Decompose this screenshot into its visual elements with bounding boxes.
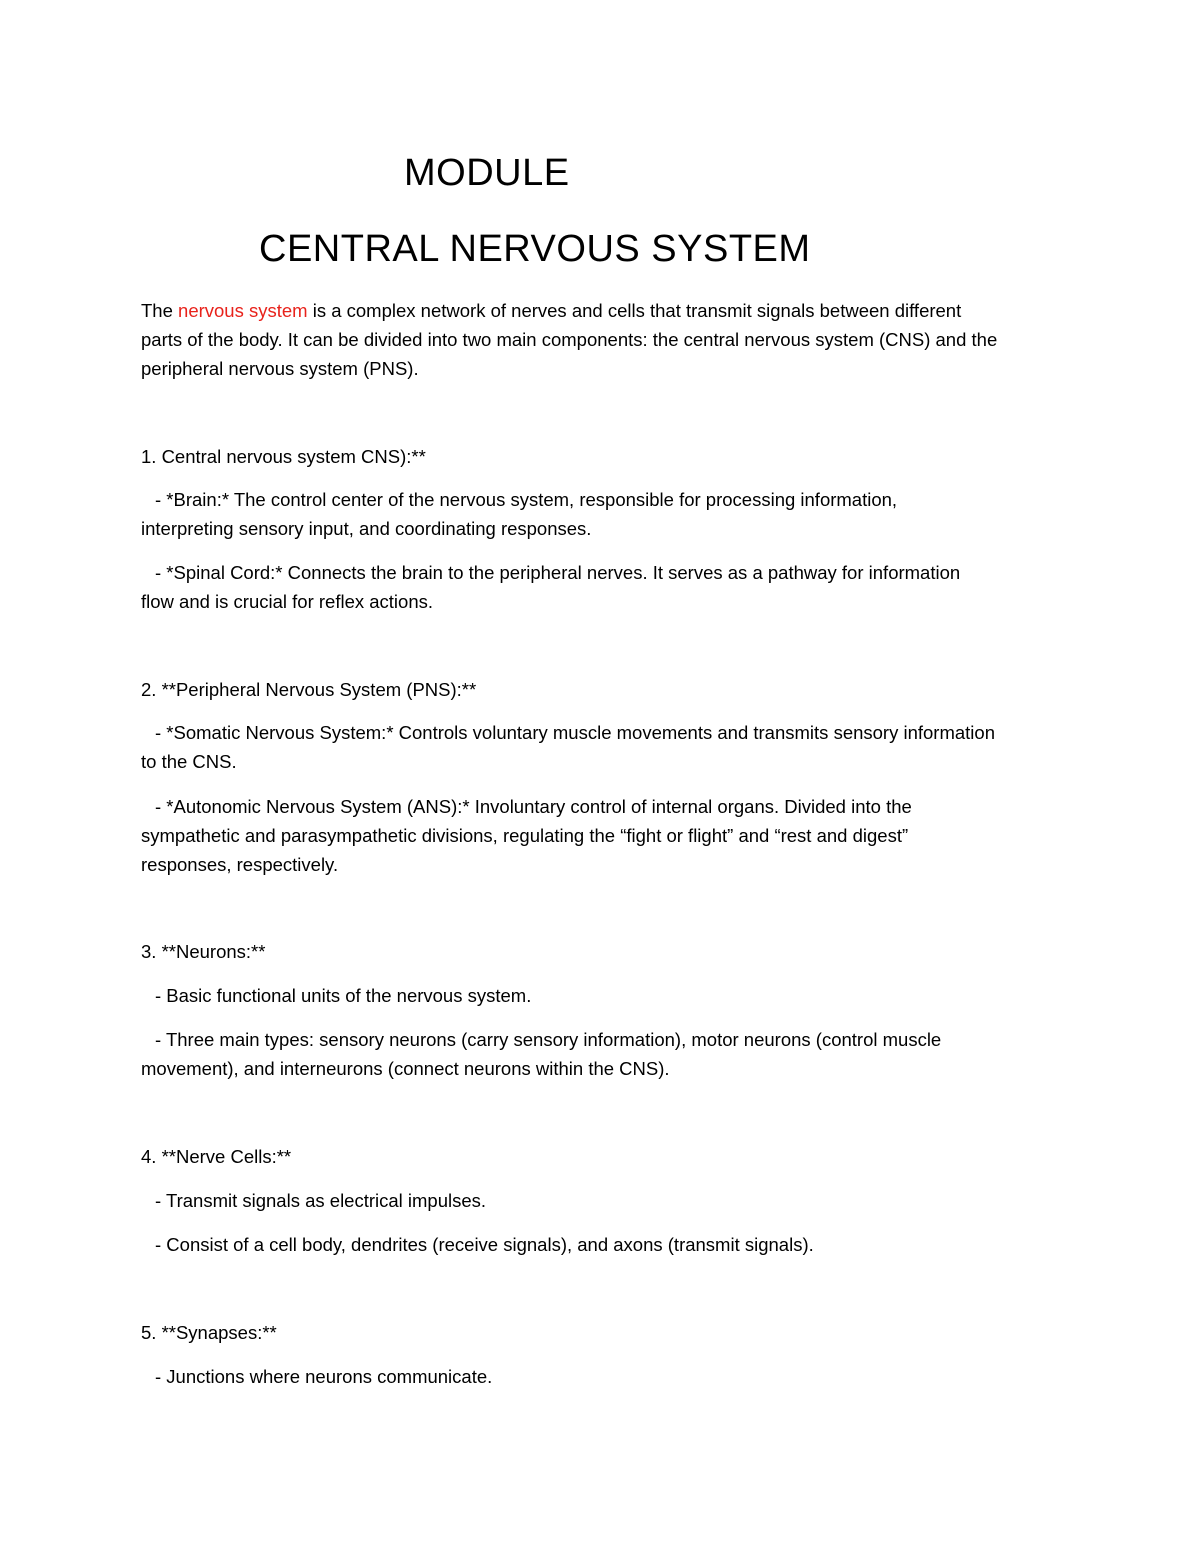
section-heading-pns: 2. **Peripheral Nervous System (PNS):** [141, 679, 477, 700]
intro-highlight-link[interactable]: nervous system [178, 300, 308, 321]
intro-line-2: parts of the body. It can be divided into two main components: the central nervous system (CNS) and the [141, 329, 998, 350]
list-item-synapses-junctions: - Junctions where neurons communicate. [155, 1366, 493, 1387]
section-heading-nerve-cells: 4. **Nerve Cells:** [141, 1146, 292, 1167]
page-title: MODULE [404, 152, 570, 194]
intro-prefix: The [141, 300, 179, 321]
list-item-spinal-cord-line-1: - *Spinal Cord:* Connects the brain to the peripheral nerves. It serves as a pathway for information [155, 562, 961, 583]
list-item-nerve-cells-structure: - Consist of a cell body, dendrites (receive signals), and axons (transmit signals). [155, 1234, 814, 1255]
list-item-spinal-cord-line-2: flow and is crucial for reflex actions. [141, 591, 434, 612]
list-item-brain-line-2: interpreting sensory input, and coordinating responses. [141, 518, 592, 539]
list-item-autonomic-line-2: sympathetic and parasympathetic divisions, regulating the “fight or flight” and “rest and digest” [141, 825, 909, 846]
intro-line-3: peripheral nervous system (PNS). [141, 358, 419, 379]
list-item-autonomic-line-1: - *Autonomic Nervous System (ANS):* Involuntary control of internal organs. Divided into the [155, 796, 912, 817]
list-item-somatic-line-1: - *Somatic Nervous System:* Controls voluntary muscle movements and transmits sensory information [155, 722, 995, 743]
list-item-somatic-line-2: to the CNS. [141, 751, 237, 772]
list-item-neuron-types-line-1: - Three main types: sensory neurons (carry sensory information), motor neurons (control muscle [155, 1029, 942, 1050]
list-item-neuron-types-line-2: movement), and interneurons (connect neurons within the CNS). [141, 1058, 670, 1079]
intro-line-1-rest: is a complex network of nerves and cells that transmit signals between different [307, 300, 962, 321]
section-heading-synapses: 5. **Synapses:** [141, 1322, 277, 1343]
section-heading-cns: 1. Central nervous system CNS):** [141, 446, 426, 467]
intro-line-1 [141, 298, 961, 324]
list-item-neurons-basic: - Basic functional units of the nervous system. [155, 985, 532, 1006]
page-subtitle: CENTRAL NERVOUS SYSTEM [259, 228, 811, 270]
list-item-nerve-cells-signals: - Transmit signals as electrical impulses. [155, 1190, 487, 1211]
section-heading-neurons: 3. **Neurons:** [141, 941, 266, 962]
list-item-brain-line-1: - *Brain:* The control center of the nervous system, responsible for processing information, [155, 489, 898, 510]
list-item-autonomic-line-3: responses, respectively. [141, 854, 339, 875]
